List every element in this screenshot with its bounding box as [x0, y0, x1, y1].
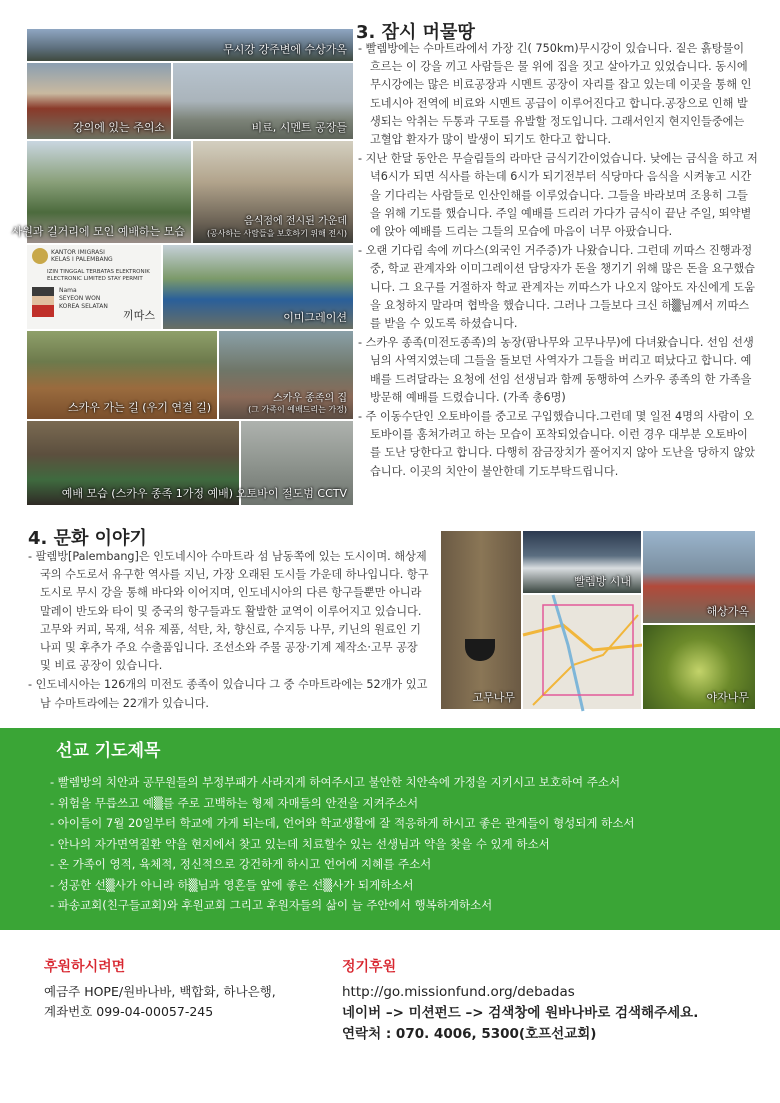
id-card-subtitle-en: ELECTRONIC LIMITED STAY PERMIT [47, 276, 143, 282]
id-card-header [51, 249, 113, 263]
id-card-name-label: Nama [59, 287, 77, 294]
missionfund-link[interactable]: http://go.missionfund.org/debadas [342, 984, 575, 1000]
photo-caption: 고무나무 [472, 691, 515, 704]
map-graphic [523, 595, 643, 711]
bank-account-holder: 예금주 HOPE/원바나바, 백합화, 하나은행, [44, 984, 276, 999]
photo-floating-houses [642, 530, 756, 624]
photo-factories [172, 62, 354, 140]
id-card-country: KOREA SELATAN [59, 303, 108, 310]
photo-caption: 비료, 시멘트 공장들 [251, 121, 347, 134]
id-card-subtitle-text: IZIN TINGGAL TERBATAS ELEKTRONIK [47, 269, 150, 275]
prayer-item: - 파송교회(친구들교회)와 후원교회 그리고 후원자들의 삶이 늘 주안에서 행복하게하소서 [50, 898, 493, 912]
photo-caption: 예배 모습 (스카우 종족 1가정 예배) [61, 487, 233, 500]
section-3-paragraph: - 주 이동수단인 오토바이를 중고로 구입했습니다.그런데 몇 일전 4명의 사람이 오토바이를 훔쳐가려고 하는 모습이 포착되었습니다. 이런 경우 대부분 오토바이를 도난 당한다고 합니다. 다행히 잠금장치가 풀어지지 않아 도난을 당하지 않았습니다. 이곳의 치안이 불안한데 기도부탁드립니다. [358, 410, 755, 478]
naver-search-instruction: 네이버 –> 미션펀드 –> 검색창에 원바나바로 검색해주세요. [342, 1005, 699, 1021]
section-4-paragraph: - 팔렘방[Palembang]은 인도네시아 수마트라 섬 남동쪽에 있는 도시이며. 해상제국의 수도로서 유구한 역사를 지닌, 가장 오래된 도시들 가운데 하나입니다. 항구도시로 무시 강을 통해 바다와 이어지며, 인도네시아의 다른 항구들뿐만 아니라 말레이 반도와 타이 및 중국의 항구들과도 활발한 교역이 이루어지고 있습니다. 고무와 커피, 목재, 석유 제품, 석탄, 차, 향신료, 수지등 나무, 키닌의 원료인 기나피 및 후추가 주요 수출품입니다. 조선소와 주물 공장·기계 제작소·고무 공장 및 비료 공장이 있습니다. [28, 550, 429, 673]
photo-caption: 해상가옥 [706, 605, 749, 618]
section-3-body [358, 40, 758, 482]
id-card-office: KANTOR IMIGRASI [51, 249, 105, 256]
id-card-fields [59, 287, 108, 311]
prayer-title: 선교 기도제목 [56, 741, 161, 761]
id-card-stamp: 끼따스 [123, 309, 155, 322]
photo-river-houses [26, 28, 354, 62]
id-card-name: SEYEON WON [59, 295, 101, 302]
section-3-paragraph: - 빨렘방에는 수마트라에서 가장 긴( 750km)무시강이 있습니다. 짙은 흙탕물이 흐르는 이 강을 끼고 사람들은 물 위에 집을 짓고 살아가고 있었습니다. 동시에 무시강에는 많은 비료공장과 시멘트 공장이 자리를 잡고 있는데 이곳을 통해 인도네시아 전역에 비료와 시멘트 공급이 이루어진다고 합니다.공장으로 인해 발생되는 악취는 두통과 구토를 유발할 정도입니다. 그래서인지 현지인들중에는 고혈압 환자가 많이 발생이 되기도 한다고 합니다. [358, 42, 752, 147]
photo-caption: 스카우 종족의 집 [273, 393, 347, 404]
support-regular-info [342, 956, 762, 1045]
rubber-cup [465, 639, 495, 661]
photo-caption: 스카우 가는 길 (우기 연결 길) [68, 401, 211, 414]
section-3-paragraph: - 지난 한달 동안은 무슬림들의 라마단 금식기간이었습니다. 낮에는 금식을 하고 저녁6시가 되면 식사를 하는데 6시가 되기전부터 식당마다 음식을 시켜놓고 시간을 기다리는 사람들로 인산인해를 이루었습니다. 그들을 바라보며 조용히 그들을 위해 기도를 했습니다. 주일 예배를 드리러 가다가 금식이 끝난 주일, 뙤약볕에 앉아 예배를 드리는 그들의 모습에 마음이 너무 아팠습니다. [358, 152, 758, 239]
section-3-paragraph: - 오랜 기다림 속에 끼다스(외국인 거주증)가 나왔습니다. 그런데 끼따스 진행과정 중, 학교 관계자와 이미그레이션 담당자가 돈을 챙기기 위해 많은 돈을 요구했습니다. 그 요구를 거절하자 학교 관계자는 끼따스가 나오지 않아도 자신에게 도움을 요청하지 말라며 협박을 했습니다. 그러나 그들보다 크신 하▒님께서 끼따스를 받을 수 있도록 하셨습니다. [358, 244, 755, 331]
section-4-body [28, 548, 430, 714]
photo-caption-sub: (공사하는 사람들을 보호하기 위해 전시) [206, 229, 347, 238]
prayer-list [50, 772, 635, 916]
photo-dirt-road [26, 330, 218, 420]
photo-cctv [236, 420, 354, 506]
photo-restaurant [192, 140, 354, 244]
section-3-title: 3. 잠시 머물땅 [356, 22, 475, 43]
id-card-portrait [32, 287, 54, 317]
id-card-office-sub: KELAS I PALEMBANG [51, 256, 113, 263]
photo-map [522, 575, 642, 710]
id-card-emblem [32, 248, 48, 264]
section-3-paragraph: - 스카우 종족(미전도종족)의 농장(팜나무와 고무나무)에 다녀왔습니다. 선임 선생님의 사역지였는데 그들을 돌보던 사역자가 그들을 버리고 떠났다고 합니다. 예배를 드려달라는 요청에 선임 선생님과 함께 동행하여 스카우 종족의 한 가족을 방문해 예배를 드렸습니다. (가족 총6명) [358, 336, 754, 404]
photo-palm-tree [642, 624, 756, 710]
photo-caption: 무시강 강주변에 수상가옥 [223, 43, 347, 56]
photo-rubber-tree [440, 530, 522, 710]
section-4-paragraph: - 인도네시아는 126개의 미전도 종족이 있습니다 그 중 수마트라에는 52개가 있고 남 수마트라에는 22개가 있습니다. [28, 678, 428, 710]
photo-mosque-worship [11, 140, 192, 244]
contact-phone: 연락처 : 070. 4006, 5300(호프선교회) [342, 1026, 597, 1042]
photo-tribe-house [218, 330, 354, 420]
photo-immigration-office [162, 244, 354, 330]
prayer-item: - 빨렘방의 치안과 공무원들의 부정부패가 사라지게 하여주시고 불안한 치안속에 가정을 지키시고 보호하여 주소서 [50, 775, 621, 789]
photo-caption: 음식점에 전시된 가운데 [244, 216, 347, 227]
photo-caption: 이미그레이션 [283, 311, 347, 324]
photo-caption: 빨렘방 시내 [574, 575, 631, 588]
prayer-item: - 안나의 자가면역질환 약을 현지에서 찾고 있는데 치료할수 있는 선생님과 약을 찾을 수 있게 하소서 [50, 836, 550, 851]
prayer-item: - 위험을 무릅쓰고 예▒를 주로 고백하는 형제 자매들의 안전을 지켜주소서 [50, 795, 419, 810]
prayer-item: - 온 가족이 영적, 육체적, 정신적으로 강건하게 하시고 언어에 지혜를 주소서 [50, 857, 432, 871]
prayer-section [0, 728, 780, 930]
photo-id-card [26, 244, 162, 330]
id-card-subtitle [47, 269, 150, 283]
support-regular-title: 정기후원 [342, 959, 397, 975]
photo-caption: 강의에 있는 주의소 [72, 121, 165, 134]
prayer-item: - 아이들이 7월 20일부터 학교에 가게 되는데, 언어와 학교생활에 잘 적응하게 하시고 좋은 관계들이 형성되게 하소서 [50, 816, 635, 830]
section-4-title: 4. 문화 이야기 [28, 528, 147, 549]
photo-worship-family [26, 420, 240, 506]
photo-house [26, 62, 172, 140]
prayer-item: - 성공한 선▒사가 아니라 하▒님과 영혼들 앞에 좋은 선▒사가 되게하소서 [50, 877, 414, 892]
support-bank-info [44, 956, 344, 1022]
support-bank-title: 후원하시려면 [44, 959, 126, 975]
photo-caption: 오토바이 절도범 CCTV [236, 487, 347, 500]
photo-caption-sub: (그 가족이 예배드리는 가정) [248, 405, 347, 414]
photo-caption: 사원과 길거리에 모인 예배하는 모습 [11, 225, 185, 238]
photo-caption: 야자나무 [706, 691, 749, 704]
bank-account-number: 계좌번호 099-04-00057-245 [44, 1004, 214, 1019]
